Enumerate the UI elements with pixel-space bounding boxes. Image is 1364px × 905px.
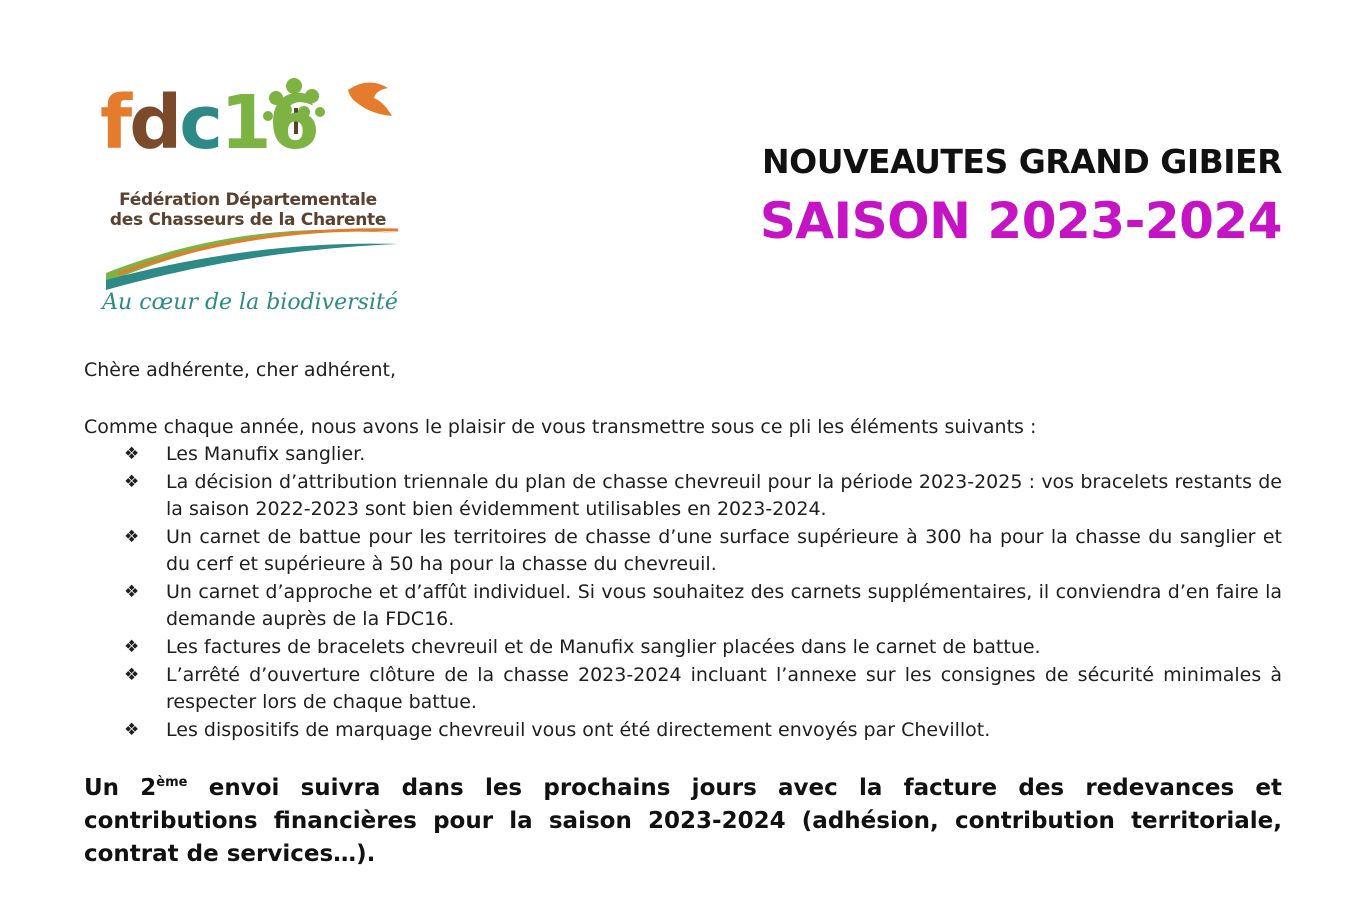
swoosh-teal (106, 244, 398, 290)
list-item-text: Un carnet de battue pour les territoires de chasse d’une surface supérieure à 300 ha pour la chasse du sanglier et du cerf et supérieure à 50 ha pour la chasse du chevreuil. (166, 526, 1282, 575)
logo-letter-d: d (129, 80, 180, 166)
items-list (84, 441, 1282, 744)
logo-org-line1: Fédération Départementale (119, 190, 377, 210)
greeting: Chère adhérente, cher adhérent, (84, 359, 396, 381)
list-item (84, 662, 1282, 716)
closing-paragraph (84, 772, 1282, 871)
list-item (84, 579, 1282, 633)
list-item-text: Les factures de bracelets chevreuil et de Manufix sanglier placées dans le carnet de battue. (166, 636, 1041, 658)
season-subtitle: SAISON 2023-2024 (759, 192, 1282, 250)
list-item (84, 634, 1282, 661)
intro-paragraph: Comme chaque année, nous avons le plaisir de vous transmettre sous ce pli les éléments suivants : (84, 416, 1037, 438)
diamond-bullet-icon: ❖ (124, 444, 140, 464)
letter-body (84, 357, 1282, 871)
list-item-text: La décision d’attribution triennale du plan de chasse chevreuil pour la période 2023-2025 : vos bracelets restants de la saison 2022-2023 sont bien évidemment utilisables en 2023-2024. (166, 471, 1282, 520)
closing-rest: envoi suivra dans les prochains jours avec la facture des redevances et contributions financières pour la saison 2023-2024 (adhésion, contribution territoriale, contrat de services…). (84, 775, 1282, 867)
diamond-bullet-icon: ❖ (124, 720, 140, 740)
list-item-text: Un carnet d’approche et d’affût individuel. Si vous souhaitez des carnets supplémentaires, il conviendra d’en faire la demande auprès de la FDC16. (166, 581, 1282, 630)
list-item-text: L’arrêté d’ouverture clôture de la chasse 2023-2024 incluant l’annexe sur les consignes de sécurité minimales à respecter lors de chaque battue. (166, 664, 1282, 713)
logo-number-16: 16 (220, 80, 318, 166)
list-item-text: Les dispositifs de marquage chevreuil vous ont été directement envoyés par Chevillot. (166, 719, 991, 741)
diamond-bullet-icon: ❖ (124, 472, 140, 492)
logo-wordmark (100, 80, 318, 166)
list-item (84, 524, 1282, 578)
logo-tagline: Au cœur de la biodiversité (102, 290, 398, 315)
list-item-text: Les Manufix sanglier. (166, 443, 366, 465)
list-item (84, 469, 1282, 523)
page-title: NOUVEAUTES GRAND GIBIER (762, 142, 1282, 181)
list-item (84, 717, 1282, 744)
list-item (84, 441, 1282, 468)
logo-letter-f: f (100, 80, 130, 166)
logo-letter-c: c (179, 80, 221, 166)
diamond-bullet-icon: ❖ (124, 582, 140, 602)
diamond-bullet-icon: ❖ (124, 527, 140, 547)
diamond-bullet-icon: ❖ (124, 665, 140, 685)
logo-org-line2: des Chasseurs de la Charente (109, 210, 387, 230)
fdc16-logo (98, 68, 408, 328)
diamond-bullet-icon: ❖ (124, 637, 140, 657)
bird-icon (348, 82, 392, 116)
closing-superscript: ème (156, 775, 188, 790)
closing-start: Un 2 (84, 775, 157, 801)
logo-org-name (98, 190, 398, 230)
